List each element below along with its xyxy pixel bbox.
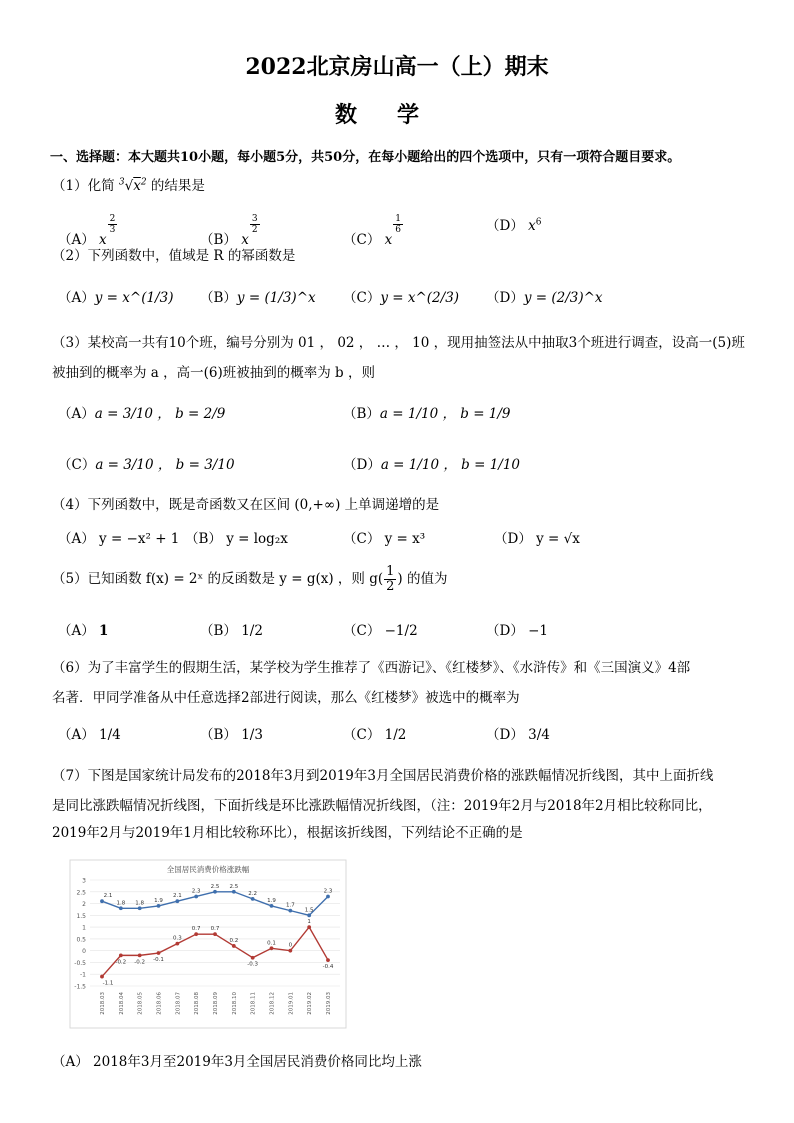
q4-stem: （4）下列函数中，既是奇函数又在区间 (0,+∞) 上单调递增的是 bbox=[52, 497, 440, 513]
data-label: 1.5 bbox=[304, 907, 314, 914]
y-tick-label: 0.5 bbox=[76, 936, 86, 944]
exp-numerator: 3 bbox=[251, 214, 258, 224]
option-label: （A） bbox=[58, 232, 95, 248]
data-point bbox=[194, 895, 198, 899]
q1-stem bbox=[52, 174, 205, 194]
option-label: （D） bbox=[486, 218, 524, 234]
q2-option-b-expr: y = (1/3)^x bbox=[236, 290, 316, 306]
q1-stem-a: （1）化简 bbox=[52, 178, 115, 194]
data-label: 1 bbox=[307, 919, 311, 926]
data-label: 2.5 bbox=[229, 883, 239, 890]
q1-option-b bbox=[200, 214, 261, 248]
x-tick-label: 2018.07 bbox=[175, 992, 182, 1015]
q1-root-index: 3 bbox=[118, 177, 125, 188]
data-label: 1.9 bbox=[267, 897, 276, 904]
data-point bbox=[326, 895, 330, 899]
data-label: 1.8 bbox=[135, 900, 145, 907]
page-title: 2022北京房山高一（上）期末 bbox=[245, 54, 549, 80]
data-point bbox=[307, 913, 311, 917]
x-tick-label: 2019.02 bbox=[307, 992, 314, 1015]
cpi-line-chart bbox=[68, 858, 348, 1030]
chart-border bbox=[70, 860, 346, 1028]
data-label: 2.3 bbox=[323, 888, 333, 895]
q6-option-a: （A） 1/4 bbox=[58, 727, 121, 743]
q4-option-d: （D） y = √x bbox=[494, 531, 580, 547]
data-label: 2.1 bbox=[103, 893, 113, 900]
q1-option-a bbox=[58, 214, 118, 248]
data-point bbox=[251, 956, 255, 960]
x-tick-label: 2018.08 bbox=[194, 992, 201, 1015]
q5-option-c: （C） −1/2 bbox=[343, 623, 418, 639]
option-base: x bbox=[99, 232, 107, 248]
q1-radicand-exp: 2 bbox=[140, 177, 147, 188]
q3-option-c-expr: a = 3/10 ， b = 3/10 bbox=[95, 457, 235, 473]
option-exponent bbox=[108, 214, 118, 235]
x-tick-label: 2018.10 bbox=[231, 992, 238, 1015]
data-label: 2.1 bbox=[172, 893, 182, 900]
data-label: -0.3 bbox=[247, 961, 259, 968]
q5-option-b: （B） 1/2 bbox=[200, 623, 263, 639]
data-point bbox=[288, 949, 292, 953]
data-label: -0.4 bbox=[322, 964, 334, 971]
q6-option-c: （C） 1/2 bbox=[343, 727, 407, 743]
q2-option-a: （A）y = x^(1/3) bbox=[58, 290, 174, 306]
data-point bbox=[175, 899, 179, 903]
data-point bbox=[288, 909, 292, 913]
q3-option-d: （D）a = 1/10 ， b = 1/10 bbox=[343, 457, 521, 473]
x-tick-label: 2019.01 bbox=[288, 992, 295, 1015]
x-tick-label: 2018.12 bbox=[269, 992, 276, 1015]
data-point bbox=[119, 906, 123, 910]
q1-stem-b: 的结果是 bbox=[150, 178, 205, 194]
data-label: 1.9 bbox=[154, 897, 163, 904]
data-point bbox=[157, 951, 161, 955]
subject-title: 数学 bbox=[334, 102, 459, 128]
q1-radical: $^3√x^2$ bbox=[118, 177, 147, 194]
y-tick-label: 1 bbox=[82, 924, 86, 932]
q5-option-a: （A） 1 bbox=[58, 623, 109, 639]
q5-option-c-value: −1/2 bbox=[384, 623, 418, 639]
data-label: -0.2 bbox=[134, 959, 146, 966]
data-point bbox=[307, 925, 311, 929]
q5-stem bbox=[52, 565, 447, 594]
q6-option-d: （D） 3/4 bbox=[486, 727, 550, 743]
data-label: 0.2 bbox=[229, 937, 239, 944]
option-exponent bbox=[393, 214, 403, 235]
y-tick-label: 3 bbox=[82, 877, 86, 885]
q2-option-c-expr: y = x^(2/3) bbox=[380, 290, 460, 306]
q5-option-d-value: −1 bbox=[528, 623, 549, 639]
data-point bbox=[100, 975, 104, 979]
data-point bbox=[194, 932, 198, 936]
data-label: 0.7 bbox=[210, 926, 220, 933]
x-tick-label: 2018.03 bbox=[100, 992, 106, 1015]
data-point bbox=[213, 932, 217, 936]
y-tick-label: 2 bbox=[82, 901, 86, 909]
data-point bbox=[119, 953, 123, 957]
data-point bbox=[100, 899, 104, 903]
data-point bbox=[175, 942, 179, 946]
data-label: 2.3 bbox=[191, 888, 201, 895]
x-tick-label: 2018.09 bbox=[213, 992, 219, 1015]
q6-option-c-value: 1/2 bbox=[384, 727, 407, 743]
q3-option-a: （A）a = 3/10 ， b = 2/9 bbox=[58, 406, 226, 422]
y-tick-label: -0.5 bbox=[74, 959, 86, 967]
q6-line2: 名著．甲同学准备从中任意选择2部进行阅读，那么《红楼梦》被选中的概率为 bbox=[52, 690, 520, 706]
option-exponent bbox=[250, 214, 260, 235]
q7-line3: 2019年2月与2019年1月相比较称环比），根据该折线图，下列结论不正确的是 bbox=[52, 825, 523, 841]
q2-option-b: （B）y = (1/3)^x bbox=[200, 290, 316, 306]
option-label: （B） bbox=[200, 232, 237, 248]
data-label: 0.1 bbox=[267, 940, 276, 947]
chart-title: 全国居民消费价格涨跌幅 bbox=[166, 865, 250, 874]
q5-option-b-value: 1/2 bbox=[241, 623, 263, 639]
x-tick-label: 2018.06 bbox=[156, 992, 163, 1015]
data-point bbox=[326, 958, 330, 962]
data-point bbox=[270, 904, 274, 908]
q4-option-c: （C） y = x³ bbox=[343, 531, 426, 547]
q3-option-c: （C）a = 3/10 ， b = 3/10 bbox=[58, 457, 235, 473]
q6-option-d-value: 3/4 bbox=[528, 727, 550, 743]
q5-option-d: （D） −1 bbox=[486, 623, 549, 639]
option-exponent: 6 bbox=[535, 217, 542, 228]
q3-line1: （3）某校高一共有10个班，编号分别为 01 ， 02 ， … ， 10 ，现用抽签法从中抽取3个班进行调查，设高一(5)班 bbox=[52, 335, 745, 351]
q5-stem-a: （5）已知函数 f(x) = 2ˣ 的反函数是 y = g(x) ，则 g( bbox=[52, 571, 384, 587]
q7-line2: 是同比涨跌幅情况折线图，下面折线是环比涨跌幅情况折线图，（注：2019年2月与2018年2月相比较称同比， bbox=[52, 798, 712, 814]
y-tick-label: -1.5 bbox=[74, 983, 86, 991]
exp-denominator: 3 bbox=[109, 225, 116, 235]
data-label: -0.2 bbox=[115, 959, 127, 966]
q6-option-a-value: 1/4 bbox=[99, 727, 121, 743]
q6-option-b-value: 1/3 bbox=[241, 727, 263, 743]
data-label: -1.1 bbox=[102, 980, 114, 987]
q3-line2: 被抽到的概率为 a ，高一(6)班被抽到的概率为 b ，则 bbox=[52, 365, 375, 381]
y-tick-label: 1.5 bbox=[76, 912, 86, 920]
q6-option-b: （B） 1/3 bbox=[200, 727, 263, 743]
exp-numerator: 1 bbox=[395, 214, 401, 224]
option-base: x bbox=[384, 232, 393, 248]
q6-line1: （6）为了丰富学生的假期生活，某学校为学生推荐了《西游记》、《红楼梦》、《水浒传》和《三国演义》4部 bbox=[52, 660, 691, 676]
q2-option-c: （C）y = x^(2/3) bbox=[343, 290, 460, 306]
data-label: -0.1 bbox=[153, 957, 164, 964]
x-tick-label: 2018.11 bbox=[250, 992, 257, 1015]
q1-option-c bbox=[343, 214, 404, 248]
q5-option-a-value: 1 bbox=[99, 623, 109, 639]
data-point bbox=[232, 944, 236, 948]
y-tick-label: -1 bbox=[80, 971, 86, 979]
data-point bbox=[213, 890, 217, 894]
q5-stem-b: ) 的值为 bbox=[397, 571, 448, 587]
option-base: x bbox=[241, 232, 249, 248]
q2-stem: （2）下列函数中，值域是 R 的幂函数是 bbox=[52, 248, 296, 264]
data-label: 2.2 bbox=[248, 890, 258, 897]
y-tick-label: 0 bbox=[82, 948, 86, 956]
x-tick-label: 2018.05 bbox=[137, 992, 144, 1015]
q3-option-b: （B）a = 1/10 ， b = 1/9 bbox=[343, 406, 511, 422]
option-base: x bbox=[528, 218, 536, 234]
exp-denominator: 6 bbox=[395, 225, 401, 235]
exp-numerator: 2 bbox=[109, 214, 116, 224]
option-label: （C） bbox=[343, 232, 381, 248]
data-point bbox=[138, 906, 142, 910]
data-point bbox=[157, 904, 161, 908]
q2-option-a-expr: y = x^(1/3) bbox=[94, 290, 174, 306]
q3-option-a-expr: a = 3/10 ， b = 2/9 bbox=[94, 406, 226, 422]
q7-line1: （7）下图是国家统计局发布的2018年3月到2019年3月全国居民消费价格的涨跌幅情况折线图，其中上面折线 bbox=[52, 768, 714, 784]
data-label: 0 bbox=[288, 942, 293, 949]
exp-denominator: 2 bbox=[251, 225, 258, 235]
q5-fraction: $\frac{1}{2}$ bbox=[386, 564, 395, 594]
q1-radicand: x bbox=[133, 178, 141, 194]
q3-option-d-expr: a = 1/10 ， b = 1/10 bbox=[380, 457, 521, 473]
q4-option-a: （A） y = −x² + 1 bbox=[58, 531, 180, 547]
q2-option-d-expr: y = (2/3)^x bbox=[523, 290, 603, 306]
q4-option-b: （B） y = log₂x bbox=[185, 531, 288, 547]
data-point bbox=[138, 953, 142, 957]
q1-option-d bbox=[486, 214, 541, 234]
data-point bbox=[232, 890, 236, 894]
data-point bbox=[270, 946, 274, 950]
q3-option-b-expr: a = 1/10 ， b = 1/9 bbox=[379, 406, 511, 422]
q7-option-a: （A） 2018年3月至2019年3月全国居民消费价格同比均上涨 bbox=[52, 1054, 422, 1070]
x-tick-label: 2018.04 bbox=[118, 992, 125, 1015]
data-label: 1.7 bbox=[285, 902, 295, 909]
section-heading: 一、选择题：本大题共10小题，每小题5分，共50分，在每小题给出的四个选项中，只有一项符合题目要求。 bbox=[50, 150, 681, 165]
q2-option-d: （D）y = (2/3)^x bbox=[486, 290, 603, 306]
data-label: 0.7 bbox=[191, 926, 201, 933]
data-label: 0.3 bbox=[172, 935, 182, 942]
x-tick-label: 2019.03 bbox=[326, 992, 332, 1015]
data-point bbox=[251, 897, 255, 901]
data-label: 1.8 bbox=[116, 900, 126, 907]
data-label: 2.5 bbox=[210, 883, 220, 890]
y-tick-label: 2.5 bbox=[76, 889, 86, 897]
